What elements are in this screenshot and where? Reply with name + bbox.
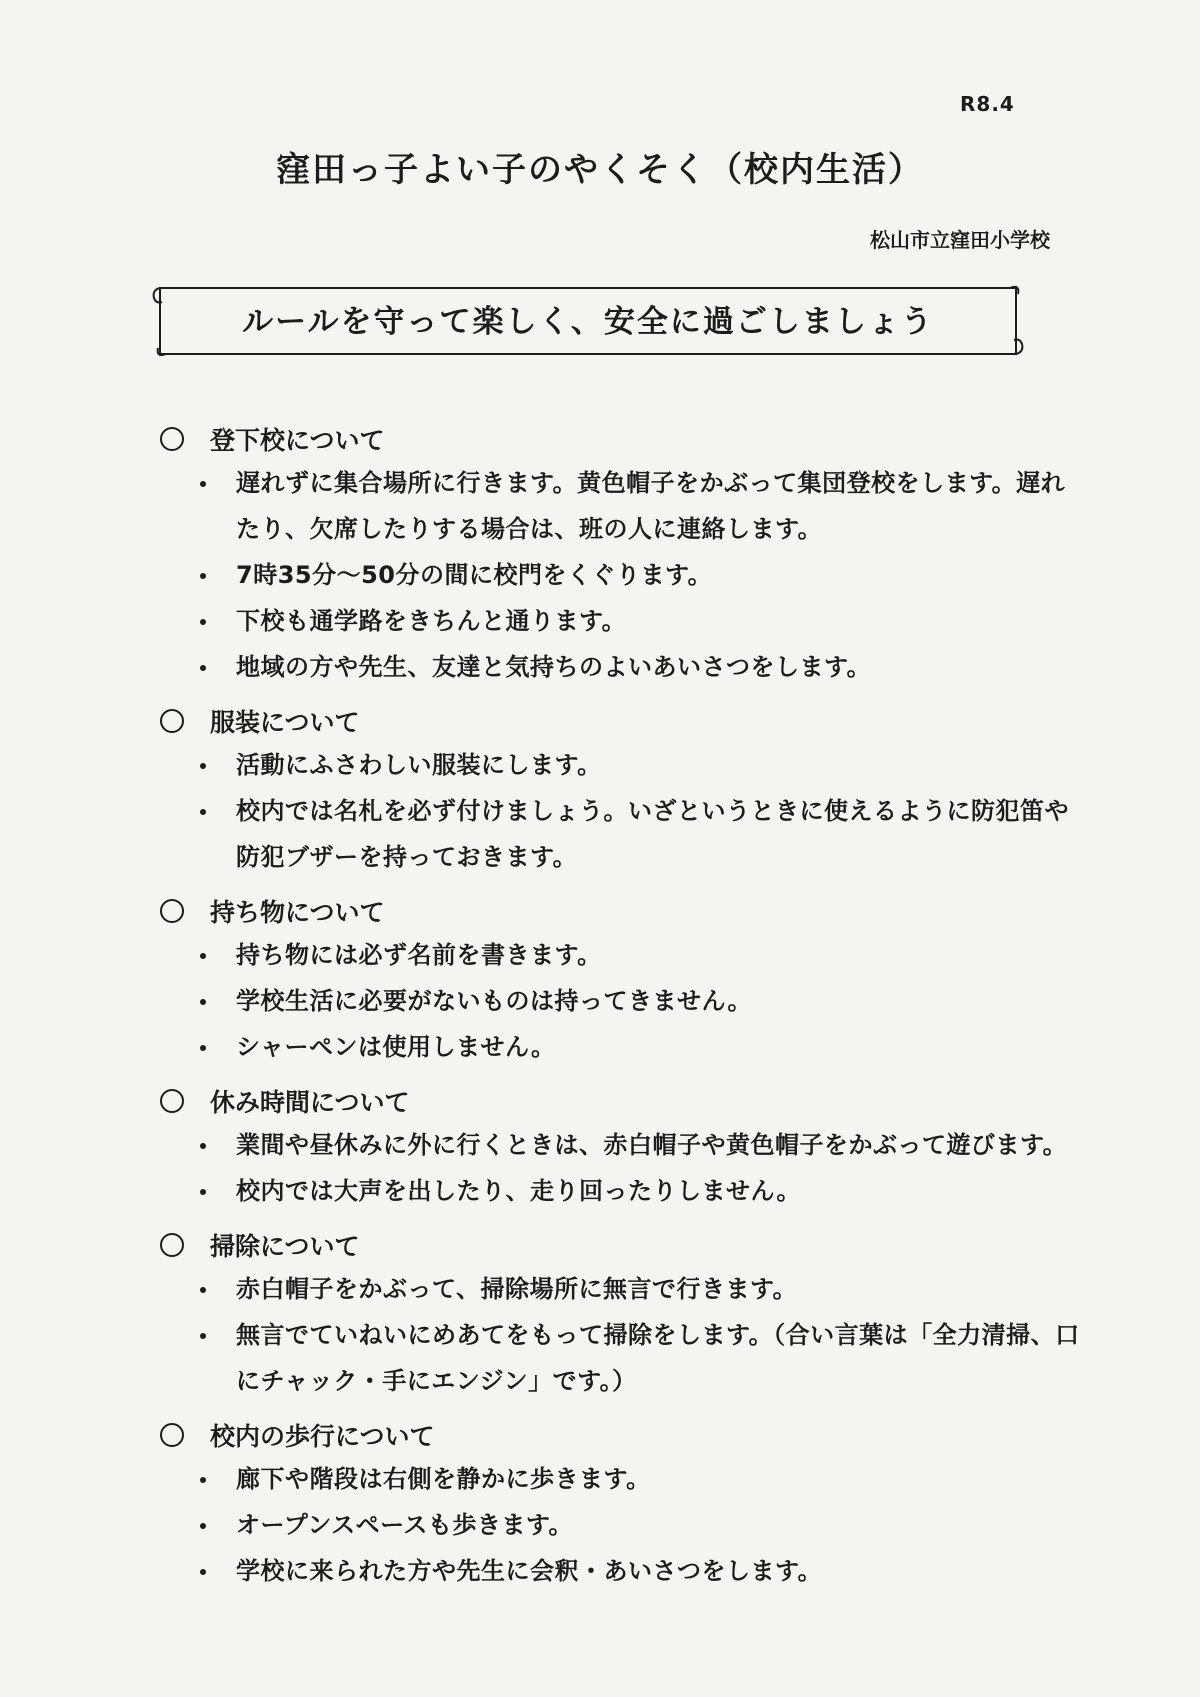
section-heading [160, 418, 1080, 460]
bullet-icon [200, 619, 206, 625]
circle-icon [160, 1423, 184, 1447]
section-walking [160, 1414, 1080, 1594]
list-item [160, 1548, 1080, 1594]
list-item [160, 788, 1080, 880]
section-heading-text: 登下校について [210, 426, 385, 455]
banner-text: ルールを守って楽しく、安全に過ごしましょう [242, 304, 934, 340]
section-break-time [160, 1080, 1080, 1214]
list-item [160, 1024, 1080, 1070]
bullet-icon [200, 1477, 206, 1483]
list-item [160, 1266, 1080, 1312]
section-heading-text: 校内の歩行について [210, 1422, 435, 1451]
section-cleaning [160, 1224, 1080, 1404]
bullet-icon [200, 1189, 206, 1195]
bullet-icon [200, 763, 206, 769]
list-item [160, 1502, 1080, 1548]
list-item [160, 552, 1080, 598]
section-heading-text: 休み時間について [210, 1088, 410, 1117]
bullet-icon [200, 1333, 206, 1339]
list-item-text: 赤白帽子をかぶって、掃除場所に無言で行きます。 [236, 1275, 798, 1303]
bullet-icon [200, 1523, 206, 1529]
section-commute [160, 418, 1080, 690]
list-item-text: 無言でていねいにめあてをもって掃除をします。（合い言葉は「全力清掃、口にチャック・手にエンジン」です。） [236, 1321, 1080, 1395]
bullet-icon [200, 999, 206, 1005]
list-item-text: オープンスペースも歩きます。 [236, 1511, 573, 1539]
list-item [160, 932, 1080, 978]
list-item-text: 持ち物には必ず名前を書きます。 [236, 941, 602, 969]
list-item [160, 460, 1080, 552]
list-item-text: 校内では名札を必ず付けましょう。いざというときに使えるように防犯笛や防犯ブザーを持っておきます。 [236, 797, 1069, 871]
list-item-text: 校内では大声を出したり、走り回ったりしません。 [236, 1177, 801, 1205]
school-name: 松山市立窪田小学校 [870, 228, 1050, 252]
bullet-icon [200, 573, 206, 579]
section-heading-text: 持ち物について [210, 898, 385, 927]
section-belongings [160, 890, 1080, 1070]
rules-list [160, 408, 1080, 1594]
list-item-text: 下校も通学路をきちんと通ります。 [236, 607, 627, 635]
list-item-text: 7時35分～50分の間に校門をくぐります。 [236, 561, 713, 589]
bullet-icon [200, 1045, 206, 1051]
list-item-text: 活動にふさわしい服装にします。 [236, 751, 602, 779]
list-item-text: 学校に来られた方や先生に会釈・あいさつをします。 [236, 1557, 823, 1585]
bullet-icon [200, 481, 206, 487]
section-heading-text: 掃除について [210, 1232, 360, 1261]
section-heading [160, 700, 1080, 742]
section-heading [160, 1414, 1080, 1456]
section-heading [160, 1224, 1080, 1266]
bullet-icon [200, 1569, 206, 1575]
bullet-icon [200, 953, 206, 959]
circle-icon [160, 899, 184, 923]
list-item [160, 1312, 1080, 1404]
list-item-text: 学校生活に必要がないものは持ってきません。 [236, 987, 752, 1015]
list-item [160, 1168, 1080, 1214]
banner [152, 280, 1024, 362]
section-heading [160, 1080, 1080, 1122]
list-item [160, 978, 1080, 1024]
circle-icon [160, 1089, 184, 1113]
section-heading-text: 服装について [210, 708, 360, 737]
list-item [160, 742, 1080, 788]
bullet-icon [200, 665, 206, 671]
bullet-icon [200, 1143, 206, 1149]
date-label: R8.4 [960, 92, 1015, 116]
list-item-text: シャーペンは使用しません。 [236, 1033, 556, 1061]
circle-icon [160, 427, 184, 451]
section-clothing [160, 700, 1080, 880]
list-item-text: 遅れずに集合場所に行きます。黄色帽子をかぶって集団登校をします。遅れたり、欠席したりする場合は、班の人に連絡します。 [236, 469, 1066, 543]
list-item [160, 644, 1080, 690]
list-item [160, 598, 1080, 644]
circle-icon [160, 1233, 184, 1257]
list-item [160, 1122, 1080, 1168]
circle-icon [160, 709, 184, 733]
list-item-text: 地域の方や先生、友達と気持ちのよいあいさつをします。 [236, 653, 872, 681]
page-title: 窪田っ子よい子のやくそく（校内生活） [276, 150, 924, 190]
list-item-text: 廊下や階段は右側を静かに歩きます。 [236, 1465, 651, 1493]
bullet-icon [200, 809, 206, 815]
section-heading [160, 890, 1080, 932]
list-item [160, 1456, 1080, 1502]
list-item-text: 業間や昼休みに外に行くときは、赤白帽子や黄色帽子をかぶって遊びます。 [236, 1131, 1068, 1159]
bullet-icon [200, 1287, 206, 1293]
